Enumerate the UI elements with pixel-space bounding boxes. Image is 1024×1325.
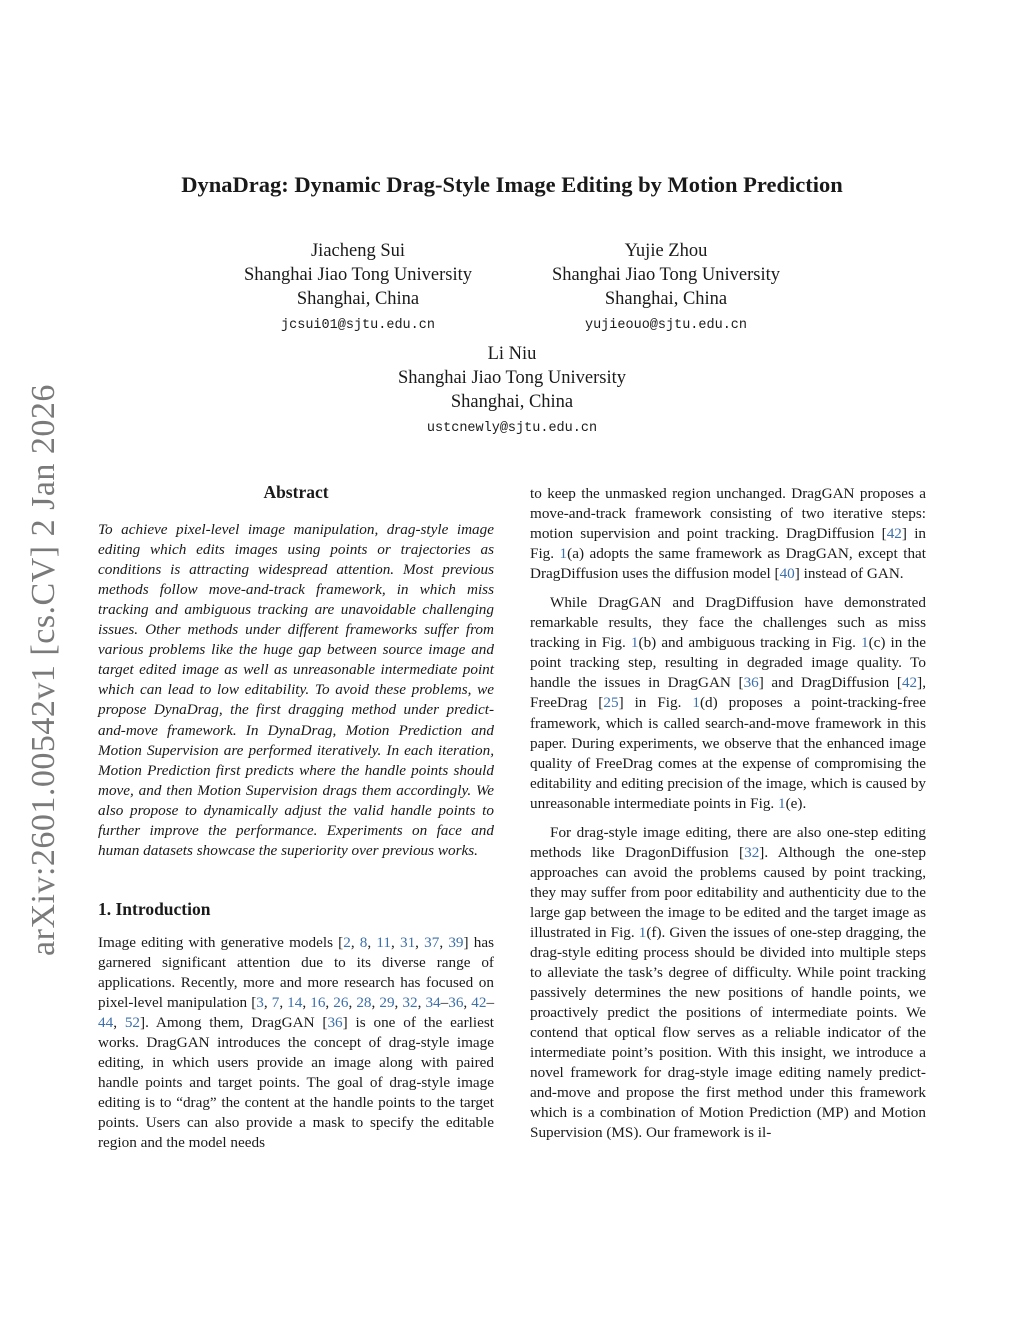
citation-link[interactable]: 44 <box>98 1014 114 1032</box>
citation-link[interactable]: 42 <box>471 994 487 1012</box>
author-block <box>362 342 662 441</box>
author-affiliation: Shanghai Jiao Tong University <box>397 368 627 388</box>
arxiv-identifier-text: arXiv:2601.00542v1 [cs.CV] 2 Jan 2026 <box>25 384 63 956</box>
citation-link[interactable]: 26 <box>333 994 349 1012</box>
citation-link[interactable]: 7 <box>271 994 280 1012</box>
figure-link[interactable]: 1 <box>692 694 700 712</box>
author-location: Shanghai, China <box>450 392 574 412</box>
author-block <box>516 239 816 338</box>
figure-link[interactable]: 1 <box>778 794 786 812</box>
citation-link[interactable]: 31 <box>399 933 416 951</box>
author-location: Shanghai, China <box>604 289 728 309</box>
intro-paragraph: to keep the unmasked region unchanged. DragGAN proposes a move-and-track framework consisting of two iterative steps: motion supervision and point tracking. DragDiffusion [42] in Fig. 1(a) adopts the same framework as DragGAN, except that DragDiffusion uses the diffusion model [40] instead of GAN. <box>530 485 927 583</box>
abstract-text: To achieve pixel-level image manipulation, drag-style image editing which edits images using points or trajectories as conditions is attracting widespread attention. Most previous methods follow move-and-track framework, in which miss tracking and ambiguous tracking are unavoidable challenging issues. Other methods under different frameworks suffer from various problems like the huge gap between source image and target edited image as well as unreasonable intermediate point which can lead to low editability. To avoid these problems, we propose DynaDrag, the first dragging method under predict-and-move framework. In DynaDrag, Motion Prediction and Motion Supervision are performed iteratively. In each iteration, Motion Prediction first predicts where the handle points should move, and then Motion Supervision drags them accordingly. We also propose to dynamically adjust the valid handle points to further improve the performance. Experiments on face and human datasets showcase the superiority over previous works. <box>98 521 494 859</box>
citation-link[interactable]: 16 <box>310 994 326 1012</box>
intro-paragraph: While DragGAN and DragDiffusion have demonstrated remarkable results, they face the challenges such as miss tracking in Fig. 1(b) and ambiguous tracking in Fig. 1(c) in the point tracking step, resulting in degraded image quality. To handle the issues in DragGAN [36] and DragDiffusion [42], FreeDrag [25] in Fig. 1(d) proposes a point-tracking-free framework, which is called search-and-move framework in this paper. During experiments, we observe that the enhanced image quality of FreeDrag comes at the expense of compromising the editability and editing precision of the image, which is caused by unreasonable intermediate points in Fig. 1(e). <box>530 594 927 812</box>
citation-link[interactable]: 32 <box>402 994 418 1012</box>
citation-link[interactable]: 25 <box>603 694 619 712</box>
citation-link[interactable]: 52 <box>124 1014 141 1032</box>
citation-link[interactable]: 8 <box>359 933 368 951</box>
figure-link[interactable]: 1 <box>638 923 647 941</box>
citation-link[interactable]: 40 <box>779 565 795 583</box>
figure-link[interactable]: 1 <box>559 545 568 563</box>
author-affiliation: Shanghai Jiao Tong University <box>551 265 781 285</box>
citation-link[interactable]: 3 <box>256 994 264 1012</box>
citation-link[interactable]: 32 <box>744 843 760 861</box>
right-column <box>530 484 926 1144</box>
intro-paragraph: Image editing with generative models [2, 8, 11, 31, 37, 39] has garnered significant attention due to its diverse range of applications. Recently, more and more research has focused on pixel-level manipulation [3, 7, 14, 16, 26, 28, 29, 32, 34–36, 42–44, 52]. Among them, DragGAN [36] is one of the earliest works. DragGAN introduces the concept of drag-style image editing, in which users provide an image along with paired handle points and target points. The goal of drag-style image editing is to “drag” the content at the handle points to the target points. Users can also provide a mask to specify the editable region and the model needs <box>98 933 495 1152</box>
author-block <box>208 239 508 338</box>
citation-link[interactable]: 39 <box>448 933 464 951</box>
author-name: Li Niu <box>487 344 537 364</box>
citation-link[interactable]: 42 <box>901 674 918 692</box>
author-location: Shanghai, China <box>296 289 420 309</box>
citation-link[interactable]: 14 <box>287 994 303 1012</box>
citation-link[interactable]: 29 <box>379 994 395 1012</box>
author-name: Yujie Zhou <box>624 241 708 261</box>
section-heading-introduction: 1. Introduction <box>98 898 211 919</box>
paper-title: DynaDrag: Dynamic Drag-Style Image Editing by Motion Prediction <box>181 172 843 197</box>
citation-link[interactable]: 37 <box>424 933 440 951</box>
citation-link[interactable]: 42 <box>886 525 902 543</box>
figure-link[interactable]: 1 <box>861 634 869 652</box>
citation-link[interactable]: 36 <box>327 1014 343 1032</box>
abstract-heading: Abstract <box>263 482 329 502</box>
citation-link[interactable]: 34 <box>425 994 441 1012</box>
citation-link[interactable]: 28 <box>356 994 372 1012</box>
author-email[interactable]: ustcnewly@sjtu.edu.cn <box>426 421 598 436</box>
intro-paragraph: For drag-style image editing, there are also one-step editing methods like DragonDiffusion [32]. Although the one-step approaches can avoid the problems caused by point tracking, they may suffer from poor editability and authenticity due to the large gap between the image to be edited and the target image as illustrated in Fig. 1(f). Given the issues of one-step dragging, the drag-style editing process should be divided into multiple steps to alleviate the task’s degree of difficulty. While point tracking passively determines the new positions of handle points, we proactively predict the positions of intermediate points. We contend that optical flow serves as a reliable indicator of the intermediate point’s position. With this insight, we introduce a novel framework for drag-style image editing namely predict-and-move and propose the first method under this framework which is a combination of Motion Prediction (MP) and Motion Supervision (MS). Our framework is il- <box>530 823 926 1142</box>
figure-link[interactable]: 1 <box>630 634 639 652</box>
citation-link[interactable]: 36 <box>448 994 464 1012</box>
arxiv-identifier <box>22 380 66 960</box>
author-affiliation: Shanghai Jiao Tong University <box>243 265 473 285</box>
citation-link[interactable]: 2 <box>343 933 351 951</box>
citation-link[interactable]: 36 <box>743 674 759 692</box>
author-email[interactable]: jcsui01@sjtu.edu.cn <box>281 318 435 333</box>
left-column <box>98 482 494 1153</box>
author-email[interactable]: yujieouo@sjtu.edu.cn <box>584 318 748 333</box>
citation-link[interactable]: 11 <box>376 933 391 951</box>
author-name: Jiacheng Sui <box>310 241 406 261</box>
